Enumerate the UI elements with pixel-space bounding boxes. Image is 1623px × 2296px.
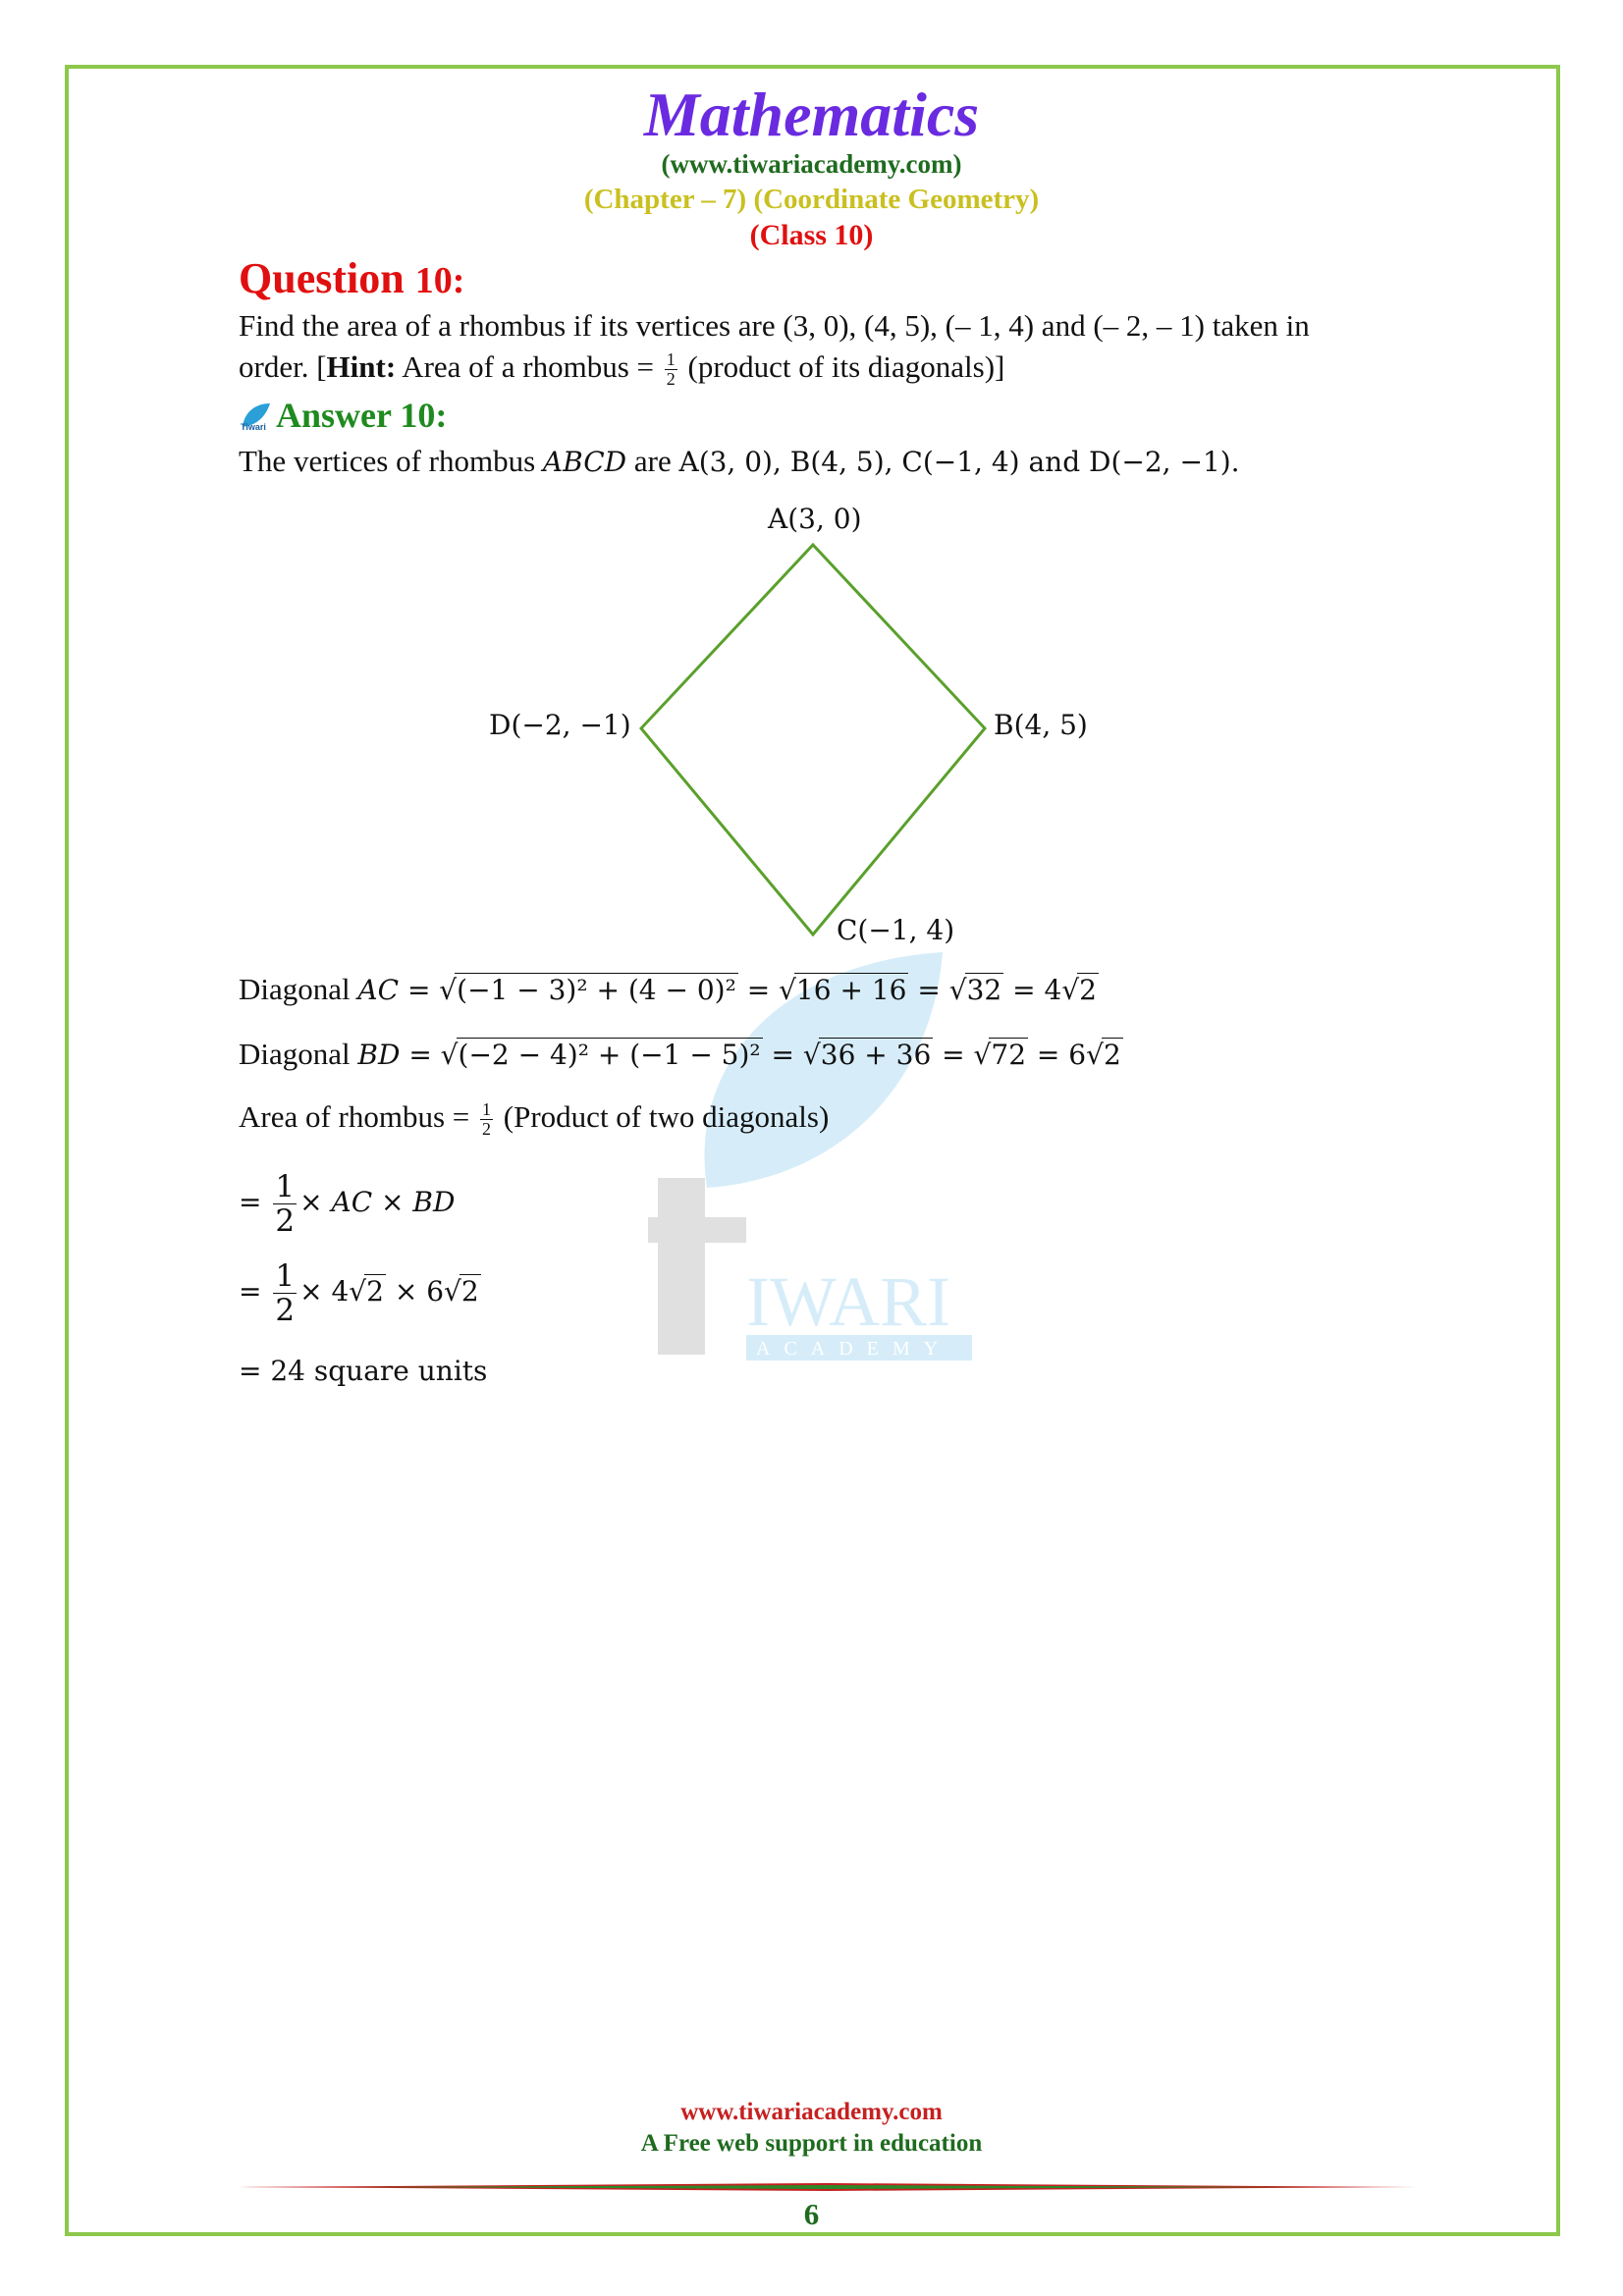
footer-website[interactable]: www.tiwariacademy.com — [680, 2099, 943, 2125]
bd-expr: (−2 − 4)² + (−1 − 5)² — [458, 1039, 761, 1071]
bd-var: BD — [357, 1039, 401, 1071]
vertex-a-label: A(3, 0) — [768, 503, 862, 535]
intro-abcd: ABCD — [542, 446, 627, 478]
area-fraction — [480, 1100, 493, 1139]
step2-rad1: 2 — [366, 1275, 384, 1308]
header-website[interactable]: (www.tiwariacademy.com) — [661, 149, 962, 179]
bd-label: Diagonal — [239, 1037, 358, 1071]
step-2-line: = $\frac{1}{2}$ × 4√2 × 6√2 — [239, 1258, 479, 1328]
answer-label: Answer 10: — [276, 396, 448, 435]
answer-intro — [239, 444, 1240, 479]
watermark-word: IWARI — [746, 1262, 950, 1341]
vertex-b-label: B(4, 5) — [994, 709, 1088, 741]
question-heading — [239, 253, 464, 303]
ac-var: AC — [357, 974, 400, 1006]
watermark-sub: ACADEMY — [756, 1338, 952, 1360]
hint-fraction — [665, 350, 677, 389]
vertex-d-label: D(−2, −1) — [489, 709, 631, 741]
question-line2-start: order. [ — [239, 349, 327, 384]
header-chapter: (Chapter – 7) (Coordinate Geometry) — [583, 184, 1040, 215]
ac-label: Diagonal — [239, 972, 358, 1006]
bd-mid: 36 + 36 — [820, 1039, 932, 1071]
bd-result: 6 — [1068, 1039, 1087, 1071]
question-number: 10: — [414, 260, 465, 301]
ac-result: 4 — [1044, 974, 1062, 1006]
intro-a: The vertices of rhombus — [239, 444, 543, 478]
bd-rad: 72 — [991, 1039, 1027, 1071]
step-1-line: = $\frac{1}{2}$ × AC × BD — [239, 1169, 456, 1239]
step2-text-b: × 6 — [385, 1275, 445, 1308]
ac-rad: 32 — [966, 974, 1002, 1006]
hint-frac-den: 2 — [666, 369, 676, 390]
page-number: 6 — [803, 2197, 820, 2231]
tiwari-leaf-icon — [239, 399, 272, 440]
question-line-1: Find the area of a rhombus if its vertices are (3, 0), (4, 5), (– 1, 4) and (– 2, – 1) taken in — [239, 308, 1310, 343]
intro-points: A(3, 0), B(4, 5), C(−1, 4) and D(−2, −1). — [678, 446, 1240, 478]
step1-frac-num: 1 — [275, 1169, 296, 1204]
hint-frac-num: 1 — [666, 349, 676, 370]
area-label: Area of rhombus = — [239, 1099, 478, 1134]
question-line-2 — [239, 349, 1004, 389]
step1-text: × AC × BD — [299, 1186, 456, 1218]
diagonal-ac-line: Diagonal AC = √(−1 − 3)² + (4 − 0)² = √16 + 16 = √32 = 4√2 — [239, 972, 1097, 1006]
ac-mid: 16 + 16 — [795, 974, 907, 1006]
bd-result-rad: 2 — [1103, 1039, 1121, 1071]
answer-icon-text: Tiwari — [241, 422, 266, 431]
step2-frac-num: 1 — [275, 1258, 296, 1294]
area-frac-den: 2 — [482, 1119, 492, 1140]
area-text: (Product of two diagonals) — [496, 1099, 830, 1134]
vertex-c-label: C(−1, 4) — [837, 914, 955, 946]
ac-result-rad: 2 — [1079, 974, 1097, 1006]
step2-text-a: × 4 — [299, 1275, 350, 1308]
step2-rad2: 2 — [460, 1275, 479, 1308]
page-title: Mathematics — [643, 80, 980, 149]
hint-end: (product of its diagonals)] — [679, 349, 1005, 384]
footer-tagline: A Free web support in education — [640, 2130, 983, 2157]
step2-fraction — [273, 1259, 297, 1327]
ac-expr: (−1 − 3)² + (4 − 0)² — [457, 974, 736, 1006]
area-formula-line — [239, 1099, 829, 1139]
hint-text: Area of a rhombus = — [396, 349, 662, 384]
step1-frac-den: 2 — [275, 1203, 296, 1239]
answer-heading — [239, 395, 447, 440]
diagonal-bd-line: Diagonal BD = √(−2 − 4)² + (−1 − 5)² = √36 + 36 = √72 = 6√2 — [239, 1037, 1121, 1071]
question-label: Question — [239, 254, 405, 302]
result-line: = 24 square units — [239, 1355, 488, 1387]
step1-fraction — [273, 1170, 297, 1238]
step2-frac-den: 2 — [275, 1293, 296, 1328]
tiwari-watermark — [648, 942, 1001, 1378]
area-frac-num: 1 — [482, 1099, 492, 1120]
header-class: (Class 10) — [749, 219, 874, 251]
footer-divider — [239, 2183, 1417, 2191]
rhombus-outline — [641, 545, 985, 934]
intro-b: are — [626, 444, 679, 478]
rhombus-diagram — [0, 491, 1623, 952]
hint-label: Hint: — [326, 349, 397, 384]
